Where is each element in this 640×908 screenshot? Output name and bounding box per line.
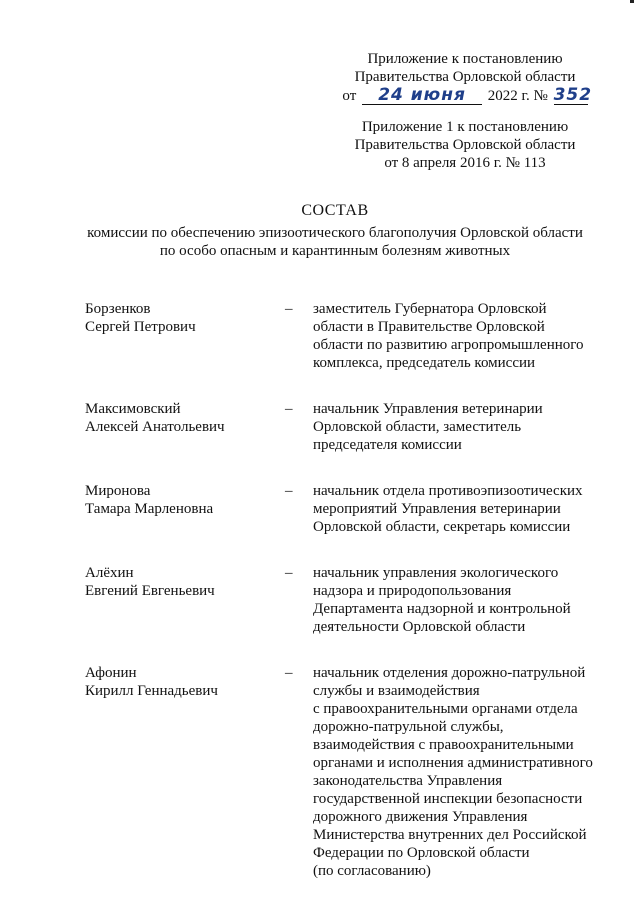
member-role-line: взаимодействия с правоохранительными xyxy=(313,737,574,753)
member-row xyxy=(85,664,605,880)
members-list xyxy=(85,300,605,908)
member-given: Кирилл Геннадьевич xyxy=(85,683,218,699)
document-title xyxy=(60,202,610,260)
member-role-line: службы и взаимодействия xyxy=(313,683,480,699)
member-dash: – xyxy=(285,665,293,681)
member-name xyxy=(85,300,285,372)
member-role-line: области по развитию агропромышленного xyxy=(313,337,584,353)
title-sub-line2: по особо опасным и карантинным болезням животных xyxy=(159,243,511,259)
member-surname: Максимовский xyxy=(85,401,181,417)
member-name xyxy=(85,482,285,536)
member-row xyxy=(85,482,605,536)
member-role-line: законодательства Управления xyxy=(313,773,503,789)
appendix-header xyxy=(340,50,593,105)
handwritten-number: 352 xyxy=(553,85,593,105)
member-given: Сергей Петрович xyxy=(85,319,196,335)
appendix-header-line1: Приложение к постановлению xyxy=(367,51,563,67)
member-role-line: надзора и природопользования xyxy=(313,583,512,599)
member-name xyxy=(85,664,285,880)
member-role-line: Орловской области, секретарь комиссии xyxy=(313,519,571,535)
member-role-line: председателя комиссии xyxy=(313,437,462,453)
appendix-1-line1: Приложение 1 к постановлению xyxy=(361,119,569,135)
member-dash: – xyxy=(285,401,293,417)
member-dash: – xyxy=(285,301,293,317)
member-role-line: начальник отдела противоэпизоотических xyxy=(313,483,583,499)
member-name xyxy=(85,564,285,636)
member-dash: – xyxy=(285,483,293,499)
year-text: 2022 г. № xyxy=(487,88,548,104)
member-name xyxy=(85,400,285,454)
appendix-1-line3: от 8 апреля 2016 г. № 113 xyxy=(384,155,546,171)
title-sub-line1: комиссии по обеспечению эпизоотического благополучия Орловской области xyxy=(87,225,583,241)
appendix-1-header xyxy=(340,118,590,172)
member-role-line: мероприятий Управления ветеринарии xyxy=(313,501,561,517)
member-surname: Афонин xyxy=(85,665,137,681)
member-role xyxy=(313,400,593,454)
member-surname: Борзенков xyxy=(85,301,151,317)
member-row xyxy=(85,400,605,454)
member-role-line: комплекса, председатель комиссии xyxy=(313,355,536,371)
member-surname: Миронова xyxy=(85,483,151,499)
member-role-line: деятельности Орловской области xyxy=(313,619,526,635)
member-row xyxy=(85,564,605,636)
scan-mark xyxy=(630,0,634,3)
title-main: СОСТАВ xyxy=(301,202,369,219)
member-role xyxy=(313,564,593,636)
member-role-line: (по согласованию) xyxy=(313,863,431,879)
member-role-line: области в Правительстве Орловской xyxy=(313,319,545,335)
member-role-line: Федерации по Орловской области xyxy=(313,845,530,861)
appendix-header-line2: Правительства Орловской области xyxy=(354,69,576,85)
appendix-date-line xyxy=(340,85,593,105)
member-role-line: государственной инспекции безопасности xyxy=(313,791,583,807)
member-role-line: с правоохранительными органами отдела xyxy=(313,701,578,717)
member-role-line: начальник управления экологического xyxy=(313,565,559,581)
date-prefix: от xyxy=(342,88,357,104)
member-role-line: начальник Управления ветеринарии xyxy=(313,401,543,417)
member-role-line: Орловской области, заместитель xyxy=(313,419,522,435)
member-role xyxy=(313,664,593,880)
member-role xyxy=(313,300,593,372)
member-role-line: дорожно-патрульной службы, xyxy=(313,719,504,735)
member-role-line: Департамента надзорной и контрольной xyxy=(313,601,571,617)
member-surname: Алёхин xyxy=(85,565,134,581)
handwritten-date: 24 июня xyxy=(362,86,482,105)
member-role-line: дорожного движения Управления xyxy=(313,809,528,825)
member-given: Тамара Марленовна xyxy=(85,501,214,517)
member-role xyxy=(313,482,593,536)
member-role-line: органами и исполнения административного xyxy=(313,755,593,771)
member-role-line: заместитель Губернатора Орловской xyxy=(313,301,547,317)
member-row xyxy=(85,300,605,372)
member-given: Алексей Анатольевич xyxy=(85,419,225,435)
member-role-line: начальник отделения дорожно-патрульной xyxy=(313,665,586,681)
member-role-line: Министерства внутренних дел Российской xyxy=(313,827,587,843)
member-given: Евгений Евгеньевич xyxy=(85,583,215,599)
member-dash: – xyxy=(285,565,293,581)
appendix-1-line2: Правительства Орловской области xyxy=(354,137,576,153)
